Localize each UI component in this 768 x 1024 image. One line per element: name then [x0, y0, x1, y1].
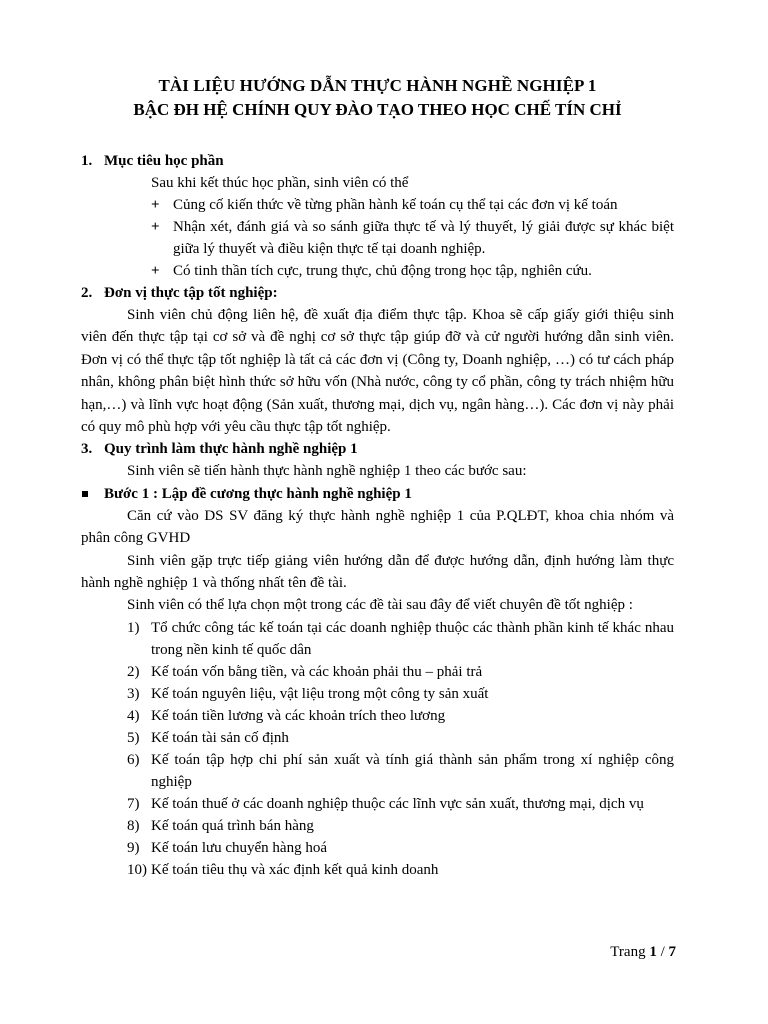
section-2-title: Đơn vị thực tập tốt nghiệp:	[104, 285, 278, 301]
section-3-heading	[81, 438, 674, 460]
document-title-line-1: TÀI LIỆU HƯỚNG DẪN THỰC HÀNH NGHỀ NGHIỆP 1	[158, 76, 597, 95]
section-2-number: 2.	[81, 285, 93, 301]
list-item: 10) Kế toán tiêu thụ và xác định kết quả kinh doanh	[127, 861, 439, 878]
list-item: + Có tinh thần tích cực, trung thực, chủ động trong học tập, nghiên cứu.	[81, 260, 674, 282]
square-bullet-icon	[82, 491, 88, 497]
section-1-number: 1.	[81, 153, 93, 169]
page-footer	[560, 944, 676, 961]
section-2-heading	[81, 282, 674, 304]
section-3-number: 3.	[81, 441, 93, 458]
plus-bullet-icon: +	[151, 219, 160, 235]
step-1-heading	[81, 483, 674, 505]
list-item: 8) Kế toán quá trình bán hàng	[127, 817, 314, 834]
plus-bullet-icon: +	[151, 197, 160, 213]
list-item: 5) Kế toán tài sản cố định	[127, 729, 289, 746]
page-label: Trang	[610, 944, 646, 960]
step-1-paragraph: Căn cứ vào DS SV đăng ký thực hành nghề nghiệp 1 của P.QLĐT, khoa chia nhóm và phân công GVHD	[81, 507, 674, 547]
section-2-paragraph: Sinh viên chủ động liên hệ, đề xuất địa điểm thực tập. Khoa sẽ cấp giấy giới thiệu sinh viên đến thực tập tại cơ sở và đề nghị cơ sở thực tập giúp đỡ và cử người hướng dẫn sinh viên. Đơn vị có thể thực tập tốt nghiệp là tất cả các đơn vị (Công ty, Doanh nghiệp, …) có tư cách pháp nhân, không phân biệt hình thức sở hữu vốn (Nhà nước, công ty cổ phần, công ty trách nhiệm hữu hạn,…) và lĩnh vực hoạt động (Sản xuất, thương mại, dịch vụ, ngân hàng…). Các đơn vị này phải có quy mô phù hợp với yêu cầu thực tập tốt nghiệp.	[81, 307, 674, 436]
total-pages-number: 7	[668, 944, 676, 960]
document-body	[81, 74, 674, 881]
step-1-paragraph: Sinh viên gặp trực tiếp giảng viên hướng dẫn để được hướng dẫn, định hướng làm thực hành nghề nghiệp 1 và thống nhất tên đề tài.	[81, 552, 674, 592]
current-page-number: 1	[649, 944, 657, 960]
list-item: 2) Kế toán vốn bằng tiền, và các khoản phải thu – phải trả	[127, 663, 483, 680]
section-1-intro: Sau khi kết thúc học phần, sinh viên có thể	[151, 175, 409, 191]
document-title-line-2: BẬC ĐH HỆ CHÍNH QUY ĐÀO TẠO THEO HỌC CHẾ TÍN CHỈ	[133, 100, 622, 119]
list-item: 3) Kế toán nguyên liệu, vật liệu trong một công ty sản xuất	[127, 685, 489, 702]
topic-list	[81, 617, 674, 881]
list-item: 7) Kế toán thuế ở các doanh nghiệp thuộc các lĩnh vực sản xuất, thương mại, dịch vụ	[127, 795, 644, 812]
section-3-intro: Sinh viên sẽ tiến hành thực hành nghề nghiệp 1 theo các bước sau:	[127, 463, 527, 480]
page-separator: /	[660, 944, 665, 960]
list-item: 1) Tổ chức công tác kế toán tại các doanh nghiệp thuộc các thành phần kinh tế khác nhau trong nền kinh tế quốc dân	[127, 619, 674, 658]
plus-bullet-icon: +	[151, 263, 160, 279]
list-item: 6) Kế toán tập hợp chi phí sản xuất và tính giá thành sản phẩm trong xí nghiệp công nghiệp	[127, 751, 674, 790]
step-1-title: Bước 1 : Lập đề cương thực hành nghề nghiệp 1	[104, 485, 412, 502]
list-item: + Củng cố kiến thức về từng phần hành kế toán cụ thể tại các đơn vị kế toán	[81, 194, 674, 216]
step-1-paragraph: Sinh viên có thể lựa chọn một trong các đề tài sau đây để viết chuyên đề tốt nghiệp :	[127, 597, 633, 614]
list-item: + Nhận xét, đánh giá và so sánh giữa thực tế và lý thuyết, lý giải được sự khác biệt giữa lý thuyết và điều kiện thực tế tại doanh nghiệp.	[81, 216, 674, 260]
section-1-title: Mục tiêu học phần	[104, 153, 224, 169]
list-item: 4) Kế toán tiền lương và các khoản trích theo lương	[127, 707, 446, 724]
section-3-title: Quy trình làm thực hành nghề nghiệp 1	[104, 441, 358, 458]
list-item: 9) Kế toán lưu chuyển hàng hoá	[127, 839, 327, 856]
section-1-heading	[81, 150, 674, 172]
